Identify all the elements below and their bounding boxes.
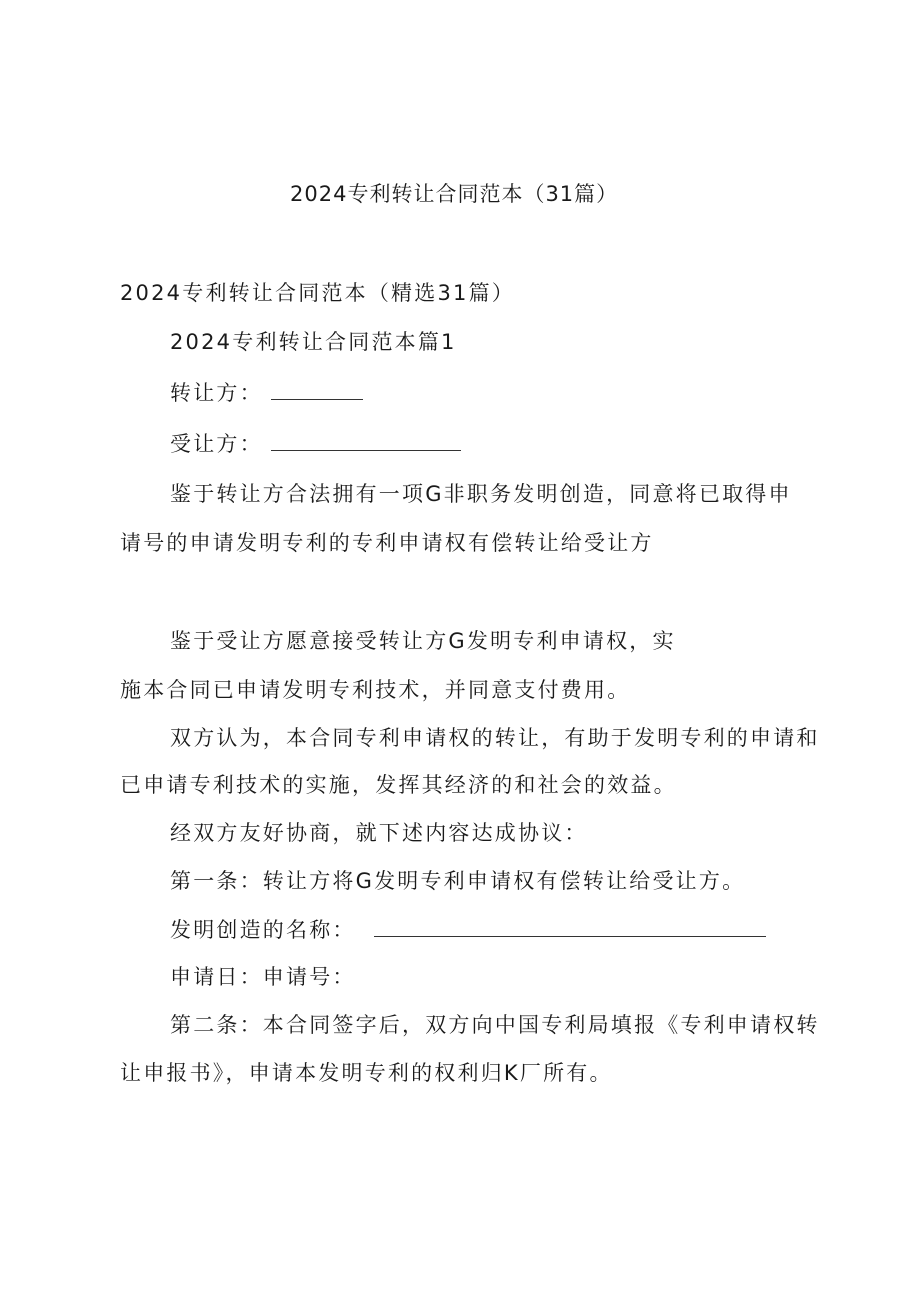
section-heading: 2024专利转让合同范本篇1 [170,330,457,354]
transferor-line [170,379,363,407]
transferee-label: 受让方： [170,432,263,456]
paragraph-4: 经双方友好协商，就下述内容达成协议： [170,821,588,845]
paragraph-3-line-1: 双方认为，本合同专利申请权的转让，有助于发明专利的申请和 [170,726,820,750]
document-subtitle: 2024专利转让合同范本（精选31篇） [120,281,515,305]
transferor-blank [271,385,363,400]
transferee-blank [271,436,461,451]
transferor-label: 转让方： [170,381,263,405]
paragraph-2-line-2: 施本合同已申请发明专利技术，并同意支付费用。 [120,678,631,702]
paragraph-1-line-2: 请号的申请发明专利的专利申请权有偿转让给受让方 [120,531,654,555]
invention-name-label: 发明创造的名称： [170,918,356,942]
invention-name-blank [374,922,766,937]
invention-name-line [170,916,766,944]
transferee-line [170,430,461,458]
paragraph-1-line-1: 鉴于转让方合法拥有一项G非职务发明创造，同意将已取得申 [170,482,792,506]
paragraph-2-line-1: 鉴于受让方愿意接受转让方G发明专利申请权，实 [170,629,676,653]
article-2-line-2: 让申报书》，申请本发明专利的权利归K厂所有。 [120,1061,613,1085]
paragraph-3-line-2: 已申请专利技术的实施，发挥其经济的和社会的效益。 [120,773,677,797]
article-1: 第一条：转让方将G发明专利申请权有偿转让给受让方。 [170,869,746,893]
document-title: 2024专利转让合同范本（31篇） [290,182,619,206]
article-2-line-1: 第二条：本合同签字后，双方向中国专利局填报《专利申请权转 [170,1013,820,1037]
application-line: 申请日：申请号： [170,965,356,989]
